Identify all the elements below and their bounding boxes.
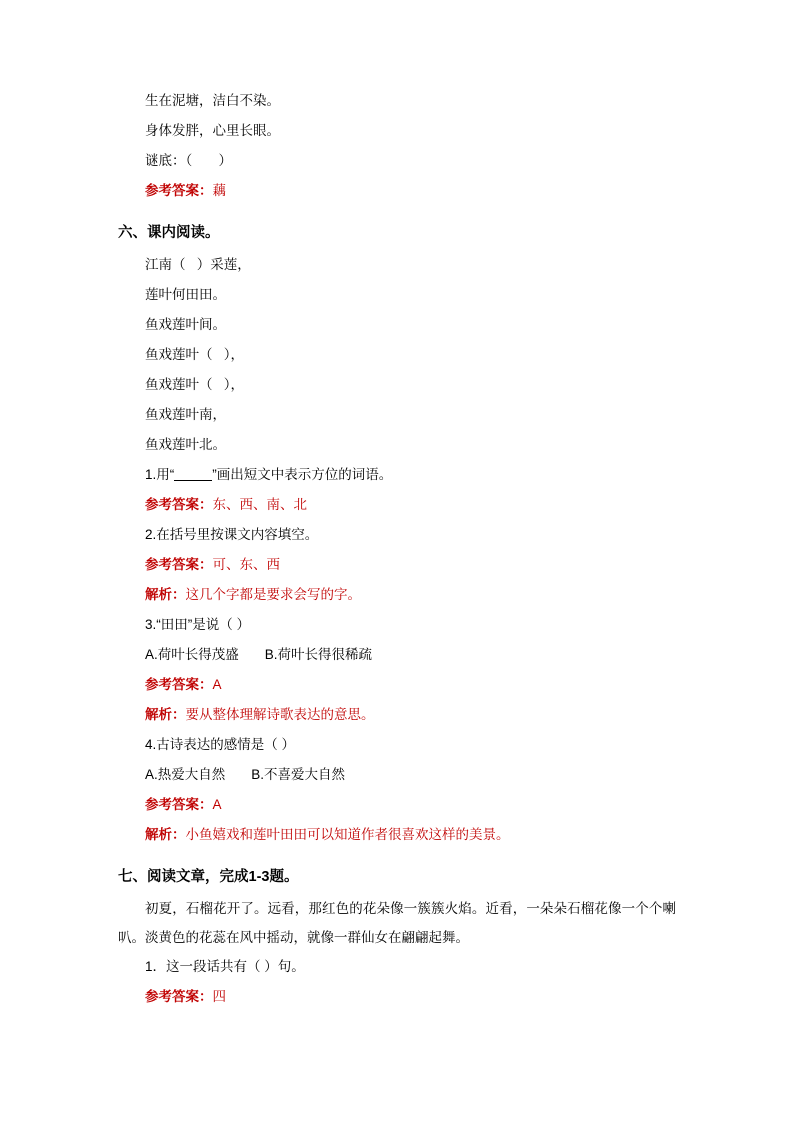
answer-text: 四: [212, 989, 226, 1004]
question-3-option-a: A.荷叶长得茂盛: [145, 647, 239, 662]
answer-text: A: [212, 677, 222, 692]
question-2-explain: [118, 580, 676, 610]
answer-label: 参考答案：: [145, 677, 213, 692]
answer-label: 参考答案：: [145, 497, 213, 512]
riddle-answer: [118, 176, 676, 206]
explain-label: 解析：: [145, 827, 186, 842]
blank-underline-icon: [174, 468, 212, 481]
section-seven-answer: [118, 982, 676, 1012]
explain-label: 解析：: [145, 707, 186, 722]
question-4: 4.古诗表达的感情是（ ）: [145, 737, 296, 752]
question-2-answer: [118, 550, 676, 580]
question-3-option-b: B.荷叶长得很稀疏: [264, 647, 373, 662]
question-3-explain: [118, 700, 676, 730]
question-3: 3.“田田”是说（ ）: [145, 617, 251, 632]
poem-line-2: 莲叶何田田。: [145, 287, 226, 302]
question-1-pre: 用“: [156, 467, 175, 482]
section-six: [118, 218, 676, 850]
section-seven: [118, 862, 676, 1012]
section-seven-question-1: 1．这一段话共有（ ）句。: [145, 959, 305, 974]
poem-line-6: 鱼戏莲叶南，: [145, 407, 226, 422]
question-4-option-a: A.热爱大自然: [145, 767, 226, 782]
question-3-answer: [118, 670, 676, 700]
question-1: [118, 460, 676, 490]
question-4-explain: [118, 820, 676, 850]
poem-line-7: 鱼戏莲叶北。: [145, 437, 226, 452]
poem-line-1: 江南（ ）采莲，: [145, 257, 251, 272]
question-1-post: ”画出短文中表示方位的词语。: [212, 467, 393, 482]
answer-label: 参考答案：: [145, 797, 213, 812]
answer-label: 参考答案：: [145, 989, 213, 1004]
poem-line-5: 鱼戏莲叶（ ），: [145, 377, 245, 392]
riddle-line-2: 身体发胖，心里长眼。: [145, 123, 280, 138]
section-seven-passage: 初夏，石榴花开了。远看，那红色的花朵像一簇簇火焰。近看，一朵朵石榴花像一个个喇叭。淡黄色的花蕊在风中摇动，就像一群仙女在翩翩起舞。: [118, 901, 676, 945]
explain-text: 要从整体理解诗歌表达的意思。: [185, 707, 375, 722]
answer-text: 可、东、西: [212, 557, 280, 572]
answer-label: 参考答案：: [145, 183, 213, 198]
section-six-heading: 六、课内阅读。: [118, 225, 220, 241]
riddle-block: [118, 86, 676, 206]
question-4-answer: [118, 790, 676, 820]
question-3-options: [118, 640, 676, 670]
question-1-answer: [118, 490, 676, 520]
riddle-line-3: 谜底：（ ）: [145, 153, 233, 168]
question-2: 2.在括号里按课文内容填空。: [145, 527, 319, 542]
answer-text: 藕: [212, 183, 226, 198]
answer-text: A: [212, 797, 222, 812]
section-seven-heading: 七、阅读文章，完成1-3题。: [118, 869, 299, 885]
question-1-number: 1.: [145, 467, 157, 482]
explain-text: 这几个字都是要求会写的字。: [185, 587, 361, 602]
answer-label: 参考答案：: [145, 557, 213, 572]
poem-line-4: 鱼戏莲叶（ ），: [145, 347, 245, 362]
riddle-line-1: 生在泥塘，洁白不染。: [145, 93, 280, 108]
poem-line-3: 鱼戏莲叶间。: [145, 317, 226, 332]
answer-text: 东、西、南、北: [212, 497, 307, 512]
question-4-option-b: B.不喜爱大自然: [251, 767, 346, 782]
question-4-options: [118, 760, 676, 790]
explain-text: 小鱼嬉戏和莲叶田田可以知道作者很喜欢这样的美景。: [185, 827, 510, 842]
explain-label: 解析：: [145, 587, 186, 602]
